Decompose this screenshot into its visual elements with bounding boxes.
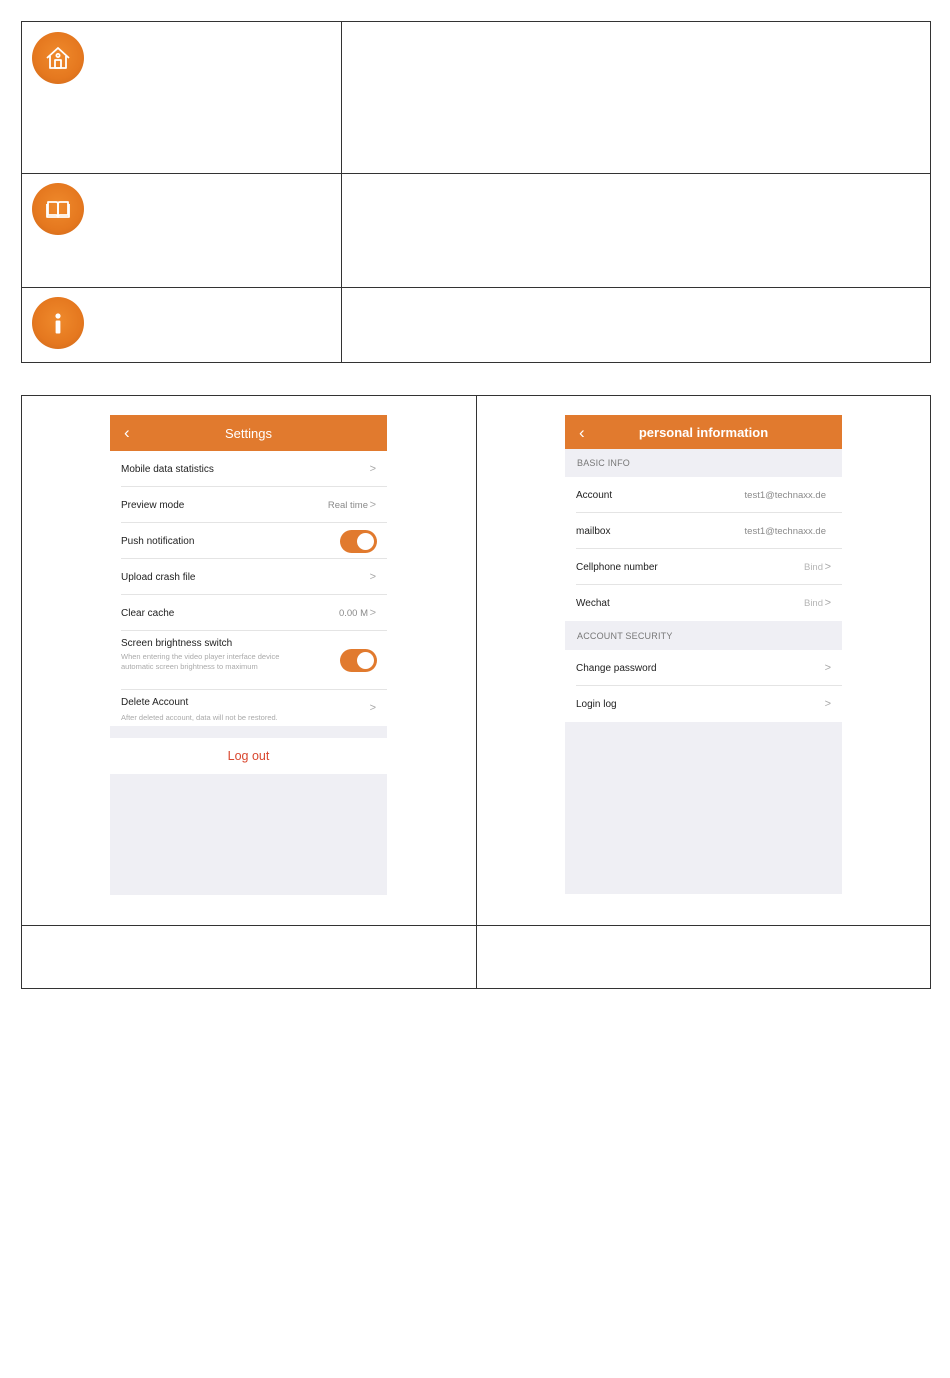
settings-screen <box>110 415 387 895</box>
chevron-right-icon: > <box>369 571 376 583</box>
item-value: Real time <box>327 499 368 511</box>
section-header-basic: BASIC INFO <box>577 458 631 468</box>
settings-item-delete-account[interactable] <box>110 690 387 726</box>
item-value: Bind <box>803 561 823 573</box>
settings-item-brightness <box>110 631 387 690</box>
item-label: Clear cache <box>121 607 175 619</box>
item-label: Wechat <box>576 597 610 609</box>
logout-button[interactable]: Log out <box>110 738 387 774</box>
chevron-right-icon: > <box>824 561 831 573</box>
table-divider <box>22 287 930 288</box>
info-item-change-password[interactable] <box>565 650 842 686</box>
item-value: 0.00 M <box>338 607 368 619</box>
table-divider <box>341 22 342 362</box>
item-label: Screen brightness switch <box>121 638 233 649</box>
item-subtitle: After deleted account, data will not be restored. <box>121 713 278 722</box>
settings-item-mobile-data[interactable] <box>110 451 387 487</box>
item-value: test1@technaxx.de <box>744 525 826 537</box>
item-label: Cellphone number <box>576 561 658 573</box>
personal-info-screen <box>565 415 842 894</box>
settings-item-clear-cache[interactable] <box>110 595 387 631</box>
settings-item-preview-mode[interactable] <box>110 487 387 523</box>
back-icon[interactable]: ‹ <box>579 423 585 442</box>
spacer <box>110 726 387 738</box>
chevron-right-icon: > <box>824 597 831 609</box>
item-label: Login log <box>576 698 617 710</box>
chevron-right-icon: > <box>824 698 831 710</box>
chevron-right-icon: > <box>369 607 376 619</box>
book-icon[interactable] <box>32 183 84 235</box>
chevron-right-icon: > <box>824 662 831 674</box>
item-label: mailbox <box>576 525 611 537</box>
item-subtitle: When entering the video player interface device automatic screen brightness to maximum <box>121 652 280 671</box>
info-item-wechat[interactable] <box>565 585 842 621</box>
info-item-mailbox <box>565 513 842 549</box>
push-notification-toggle[interactable] <box>340 530 377 553</box>
info-icon[interactable] <box>32 297 84 349</box>
table-divider <box>476 396 477 988</box>
brightness-toggle[interactable] <box>340 649 377 672</box>
toggle-knob <box>357 652 374 669</box>
icon-legend-table <box>21 21 931 363</box>
settings-title: Settings <box>225 425 272 441</box>
item-value: Bind <box>803 597 823 609</box>
item-label: Preview mode <box>121 499 185 511</box>
info-item-account <box>565 477 842 513</box>
chevron-right-icon: > <box>369 499 376 511</box>
info-item-cellphone[interactable] <box>565 549 842 585</box>
personal-info-header <box>565 415 842 449</box>
settings-item-push-notification <box>110 523 387 559</box>
item-value: test1@technaxx.de <box>744 489 826 501</box>
personal-info-title: personal information <box>638 424 769 440</box>
toggle-knob <box>357 533 374 550</box>
item-label: Push notification <box>121 535 195 547</box>
item-label: Change password <box>576 662 657 674</box>
item-label: Account <box>576 489 613 501</box>
chevron-right-icon: > <box>369 702 376 714</box>
section-header-security: ACCOUNT SECURITY <box>577 630 673 641</box>
item-label: Mobile data statistics <box>121 463 214 475</box>
settings-header <box>110 415 387 451</box>
table-divider <box>22 925 930 926</box>
item-label: Delete Account <box>121 697 189 708</box>
home-icon[interactable] <box>32 32 84 84</box>
back-icon[interactable]: ‹ <box>124 423 130 442</box>
table-divider <box>22 173 930 174</box>
info-item-login-log[interactable] <box>565 686 842 722</box>
settings-item-upload-crash[interactable] <box>110 559 387 595</box>
item-label: Upload crash file <box>121 571 196 583</box>
chevron-right-icon: > <box>369 463 376 475</box>
